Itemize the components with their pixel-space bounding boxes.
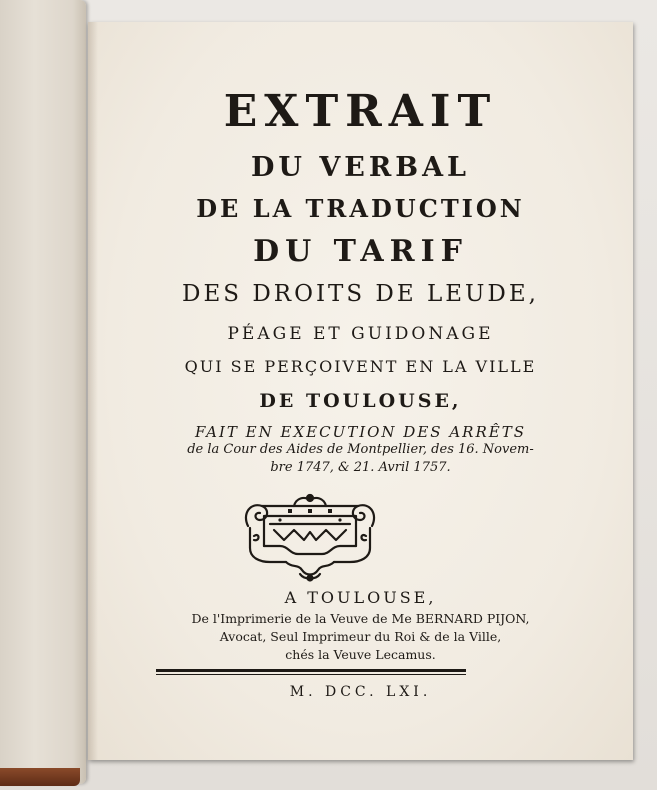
title-line-toulouse: DE TOULOUSE, <box>259 390 462 412</box>
publication-date: M. DCC. LXI. <box>289 684 432 700</box>
printers-ornament-icon <box>240 492 380 582</box>
imprint-printer-line-3: chés la Veuve Lecamus. <box>285 647 436 662</box>
title-line-fait: FAIT EN EXECUTION DES ARRÊTS <box>195 423 526 441</box>
double-rule-divider <box>156 669 466 675</box>
book-cover-edge <box>0 768 80 786</box>
title-line-percoivent: QUI SE PERÇOIVENT EN LA VILLE <box>184 357 537 376</box>
title-line-tarif: DU TARIF <box>253 234 468 269</box>
imprint-printer-line-1: De l'Imprimerie de la Veuve de Me BERNARD PIJON, <box>191 611 530 626</box>
title-line-traduction: DE LA TRADUCTION <box>196 194 525 223</box>
title-line-dates: bre 1747, & 21. Avril 1757. <box>270 460 451 475</box>
title-page-content <box>88 22 633 760</box>
title-line-peage: PÉAGE ET GUIDONAGE <box>227 324 494 344</box>
page-title: EXTRAIT <box>223 86 498 137</box>
imprint-place: A TOULOUSE, <box>284 588 437 607</box>
title-line-droits: DES DROITS DE LEUDE, <box>182 281 539 307</box>
title-page <box>88 22 633 760</box>
title-line-cour: de la Cour des Aides de Montpellier, des 16. Novem- <box>187 442 534 457</box>
title-line-verbal: DU VERBAL <box>250 152 471 183</box>
imprint-printer-line-2: Avocat, Seul Imprimeur du Roi & de la Ville, <box>219 629 502 644</box>
book-cover-board <box>0 0 86 784</box>
page-gutter-shadow <box>88 22 98 760</box>
